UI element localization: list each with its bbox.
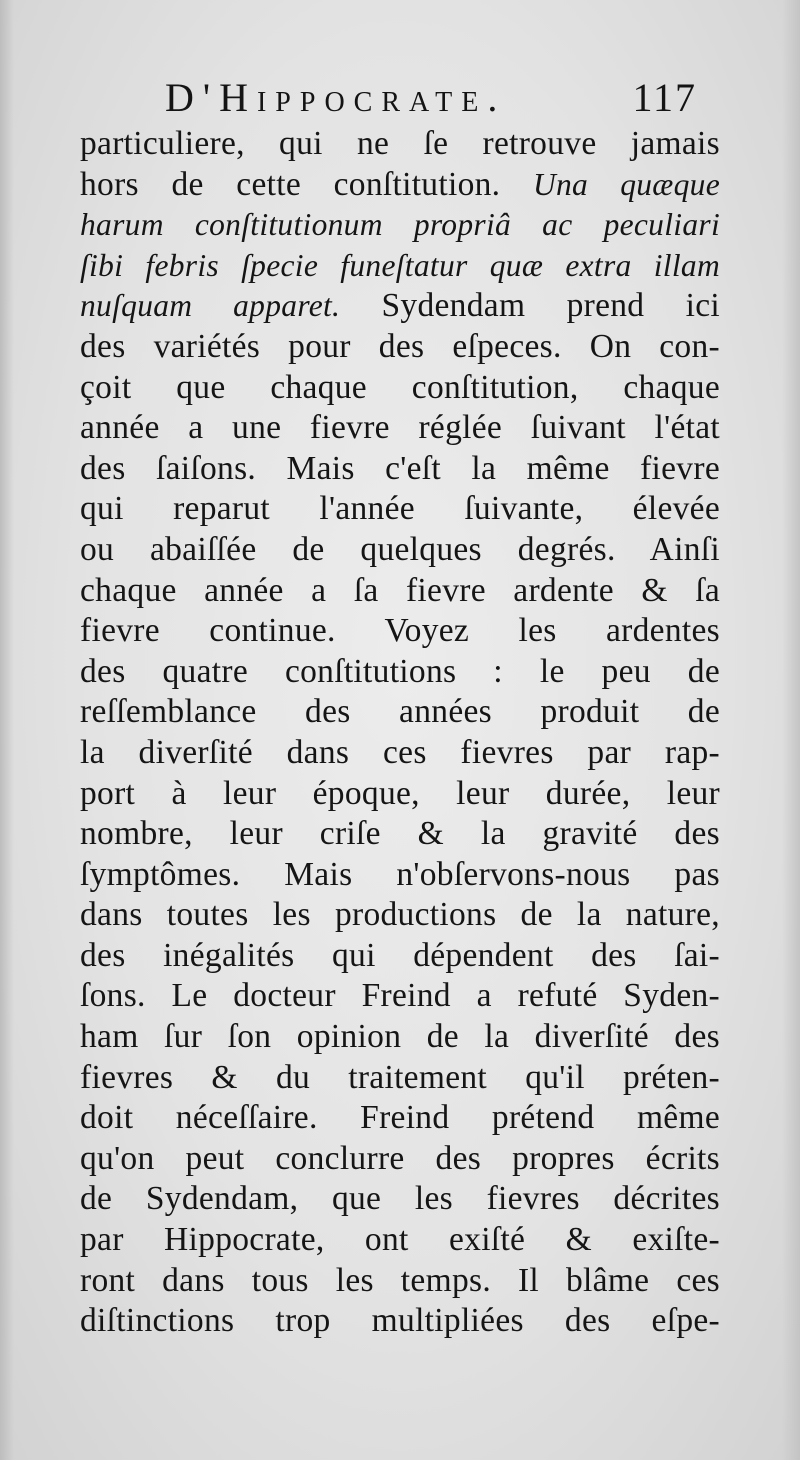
text-line: reſſemblance des années produit de <box>80 693 720 731</box>
page-edge-shadow-left <box>0 0 14 1460</box>
text-line: port à leur époque, leur durée, leur <box>80 774 720 812</box>
text-line: çoit que chaque conſtitution, chaque <box>80 368 720 406</box>
text-line: qu'on peut conclurre des propres écrits <box>80 1139 720 1177</box>
text-line: ſymptômes. Mais n'obſervons-nous pas <box>80 855 720 893</box>
text-line: fievre continue. Voyez les ardentes <box>80 612 720 650</box>
text-line: ſons. Le docteur Freind a refuté Syden- <box>80 977 720 1015</box>
text-line: harum conſtitutionum propriâ ac peculiari <box>80 207 720 243</box>
text-line: hors de cette conſtitution. Una quæque <box>80 165 720 203</box>
text-line: doit néceſſaire. Freind prétend même <box>80 1099 720 1137</box>
text-line: des inégalités qui dépendent des ſai- <box>80 936 720 974</box>
text-line: nombre, leur criſe & la gravité des <box>80 815 720 853</box>
text-line: ſibi febris ſpecie funeſtatur quæ extra illam <box>80 247 720 283</box>
text-line: ront dans tous les temps. Il blâme ces <box>80 1261 720 1299</box>
text-line: fievres & du traitement qu'il préten- <box>80 1058 720 1096</box>
text-line: année a une fievre réglée ſuivant l'état <box>80 409 720 447</box>
text-line: qui reparut l'année ſuivante, élevée <box>80 490 720 528</box>
text-line: nuſquam apparet. Sydendam prend ici <box>80 287 720 325</box>
text-line: par Hippocrate, ont exiſté & exiſte- <box>80 1221 720 1259</box>
text-line: dans toutes les productions de la nature, <box>80 896 720 934</box>
text-line: des quatre conſtitutions : le peu de <box>80 652 720 690</box>
page-edge-shadow-right <box>782 0 800 1460</box>
page-header <box>165 74 705 126</box>
body-text <box>80 124 720 1342</box>
text-line: chaque année a ſa fievre ardente & ſa <box>80 571 720 609</box>
text-line: ou abaiſſée de quelques degrés. Ainſi <box>80 530 720 568</box>
running-head: D'Hippocrate. <box>165 75 507 120</box>
text-line: diſtinctions trop multipliées des eſpe- <box>80 1302 720 1340</box>
text-line: de Sydendam, que les fievres décrites <box>80 1180 720 1218</box>
page-number: 117 <box>632 75 697 120</box>
text-line: des variétés pour des eſpeces. On con- <box>80 327 720 365</box>
text-line: la diverſité dans ces fievres par rap- <box>80 733 720 771</box>
text-line: des ſaiſons. Mais c'eſt la même fievre <box>80 449 720 487</box>
text-line: ham ſur ſon opinion de la diverſité des <box>80 1018 720 1056</box>
text-line: particuliere, qui ne ſe retrouve jamais <box>80 125 720 162</box>
